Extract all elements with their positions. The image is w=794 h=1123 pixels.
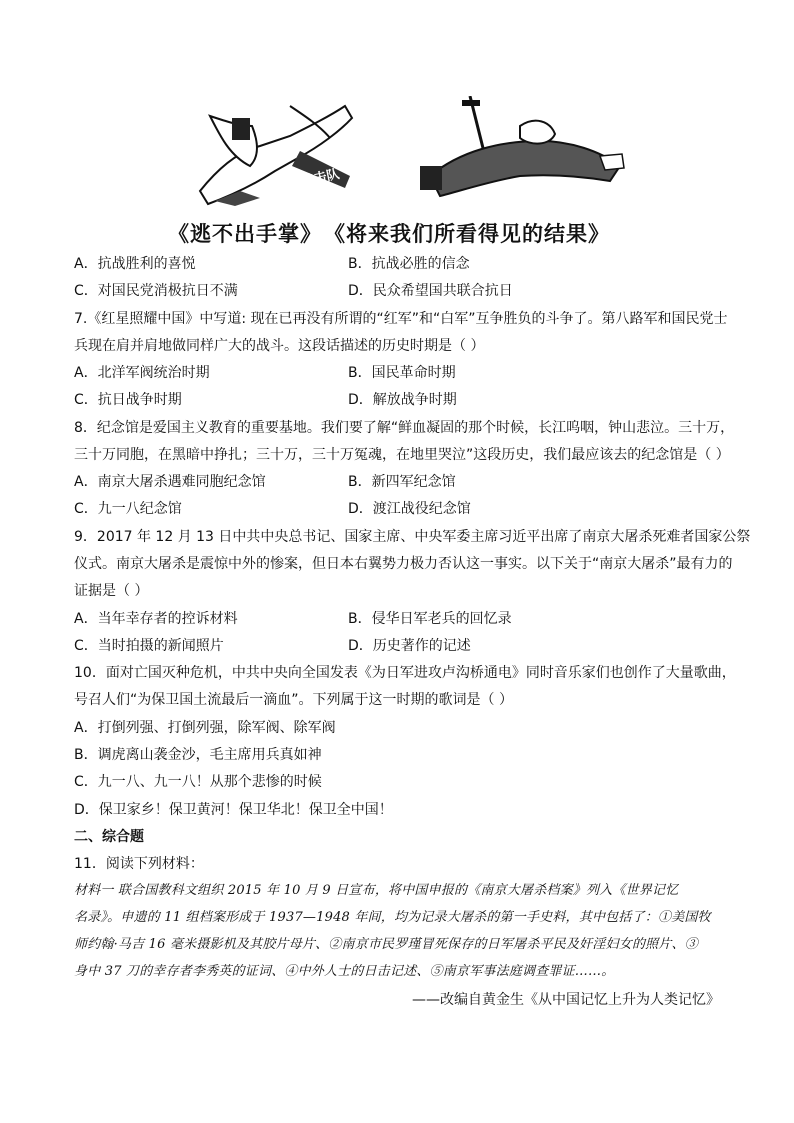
q9-option-a: A．当年幸存者的控诉材料: [74, 611, 238, 627]
sword-cartoon-image: [400, 96, 630, 206]
q8-option-c: C．九一八纪念馆: [74, 501, 182, 517]
q9-stem-line3: 证据是（ ）: [74, 583, 149, 599]
q9-option-c: C．当时拍摄的新闻照片: [74, 638, 224, 654]
q8-stem-line2: 三十万同胞，在黑暗中挣扎；三十万，三十万冤魂，在地里哭泣”这段历史，我们最应该去的纪念馆是（ ）: [74, 447, 730, 463]
q7-option-c: C．抗日战争时期: [74, 392, 182, 408]
q7-option-b: B．国民革命时期: [348, 365, 456, 381]
q10-option-b: B．调虎离山袭金沙，毛主席用兵真如神: [74, 747, 322, 763]
right-cartoon-caption: 《将来我们所看得见的结果》: [324, 221, 610, 246]
q9-option-d: D．历史著作的记述: [348, 638, 471, 654]
q8-option-a: A．南京大屠杀遇难同胞纪念馆: [74, 474, 266, 490]
q6-option-a: A．抗战胜利的喜悦: [74, 256, 196, 272]
hand-cartoon-image: [180, 96, 360, 206]
q11-stem: 11．阅读下列材料：: [74, 856, 204, 872]
left-cartoon-caption: 《逃不出手掌》: [168, 221, 322, 246]
q7-stem-line2: 兵现在肩并肩地做同样广大的战斗。这段话描述的历史时期是（ ）: [74, 338, 485, 354]
q8-option-d: D．渡江战役纪念馆: [348, 501, 471, 517]
material-one-line2: 名录》。申遗的 11 组档案形成于 1937—1948 年间，均为记录大屠杀的第一手史料，其中包括了：①美国牧: [74, 910, 711, 925]
q6-option-d: D．民众希望国共联合抗日: [348, 283, 513, 299]
material-one-line3: 师约翰·马吉 16 毫米摄影机及其胶片母片、②南京市民罗瑾冒死保存的日军屠杀平民及奸淫妇女的照片、③: [74, 937, 698, 952]
q8-option-b: B．新四军纪念馆: [348, 474, 456, 490]
q10-option-d: D．保卫家乡！保卫黄河！保卫华北！保卫全中国！: [74, 802, 393, 818]
q10-option-c: C．九一八、九一八！从那个悲惨的时候: [74, 774, 322, 790]
sleeve-label: 游击队: [299, 167, 341, 190]
q9-stem-line2: 仪式。南京大屠杀是震惊中外的惨案，但日本右翼势力极力否认这一事实。以下关于“南京大屠杀”最有力的: [74, 556, 733, 572]
cartoon-captions: [168, 218, 648, 248]
q10-stem-line2: 号召人们“为保卫国土流最后一滴血”。下列属于这一时期的歌词是（ ）: [74, 692, 513, 708]
q10-option-a: A．打倒列强、打倒列强，除军阀、除军阀: [74, 720, 336, 736]
q9-option-b: B．侵华日军老兵的回忆录: [348, 611, 512, 627]
q7-option-a: A．北洋军阀统治时期: [74, 365, 210, 381]
material-one-line4: 身中 37 刀的幸存者李秀英的证词、④中外人士的日击记述、⑤南京军事法庭调查罪证……。: [74, 964, 615, 979]
q7-stem-line1: 7.《红星照耀中国》中写道: 现在已再没有所谓的“红军”和“白军”互争胜负的斗争了。第八路军和国民党士: [74, 311, 728, 327]
q8-stem-line1: 8．纪念馆是爱国主义教育的重要基地。我们要了解“鲜血凝固的那个时候，长江呜咽，钟山悲泣。三十万，: [74, 420, 735, 436]
material-source: ——改编自黄金生《从中国记忆上升为人类记忆》: [412, 992, 720, 1008]
q6-option-c: C．对国民党消极抗日不满: [74, 283, 238, 299]
q7-option-d: D．解放战争时期: [348, 392, 457, 408]
material-one-line1: 材料一 联合国教科文组织 2015 年 10 月 9 日宣布，将中国申报的《南京大屠杀档案》列入《世界记忆: [74, 883, 679, 898]
q9-stem-line1: 9．2017 年 12 月 13 日中共中央总书记、国家主席、中央军委主席习近平出席了南京大屠杀死难者国家公祭: [74, 529, 751, 545]
q10-stem-line1: 10．面对亡国灭种危机，中共中央向全国发表《为日军进攻卢沟桥通电》同时音乐家们也创作了大量歌曲，: [74, 665, 736, 681]
q6-option-b: B．抗战必胜的信念: [348, 256, 470, 272]
section-title: 二、综合题: [74, 829, 144, 845]
